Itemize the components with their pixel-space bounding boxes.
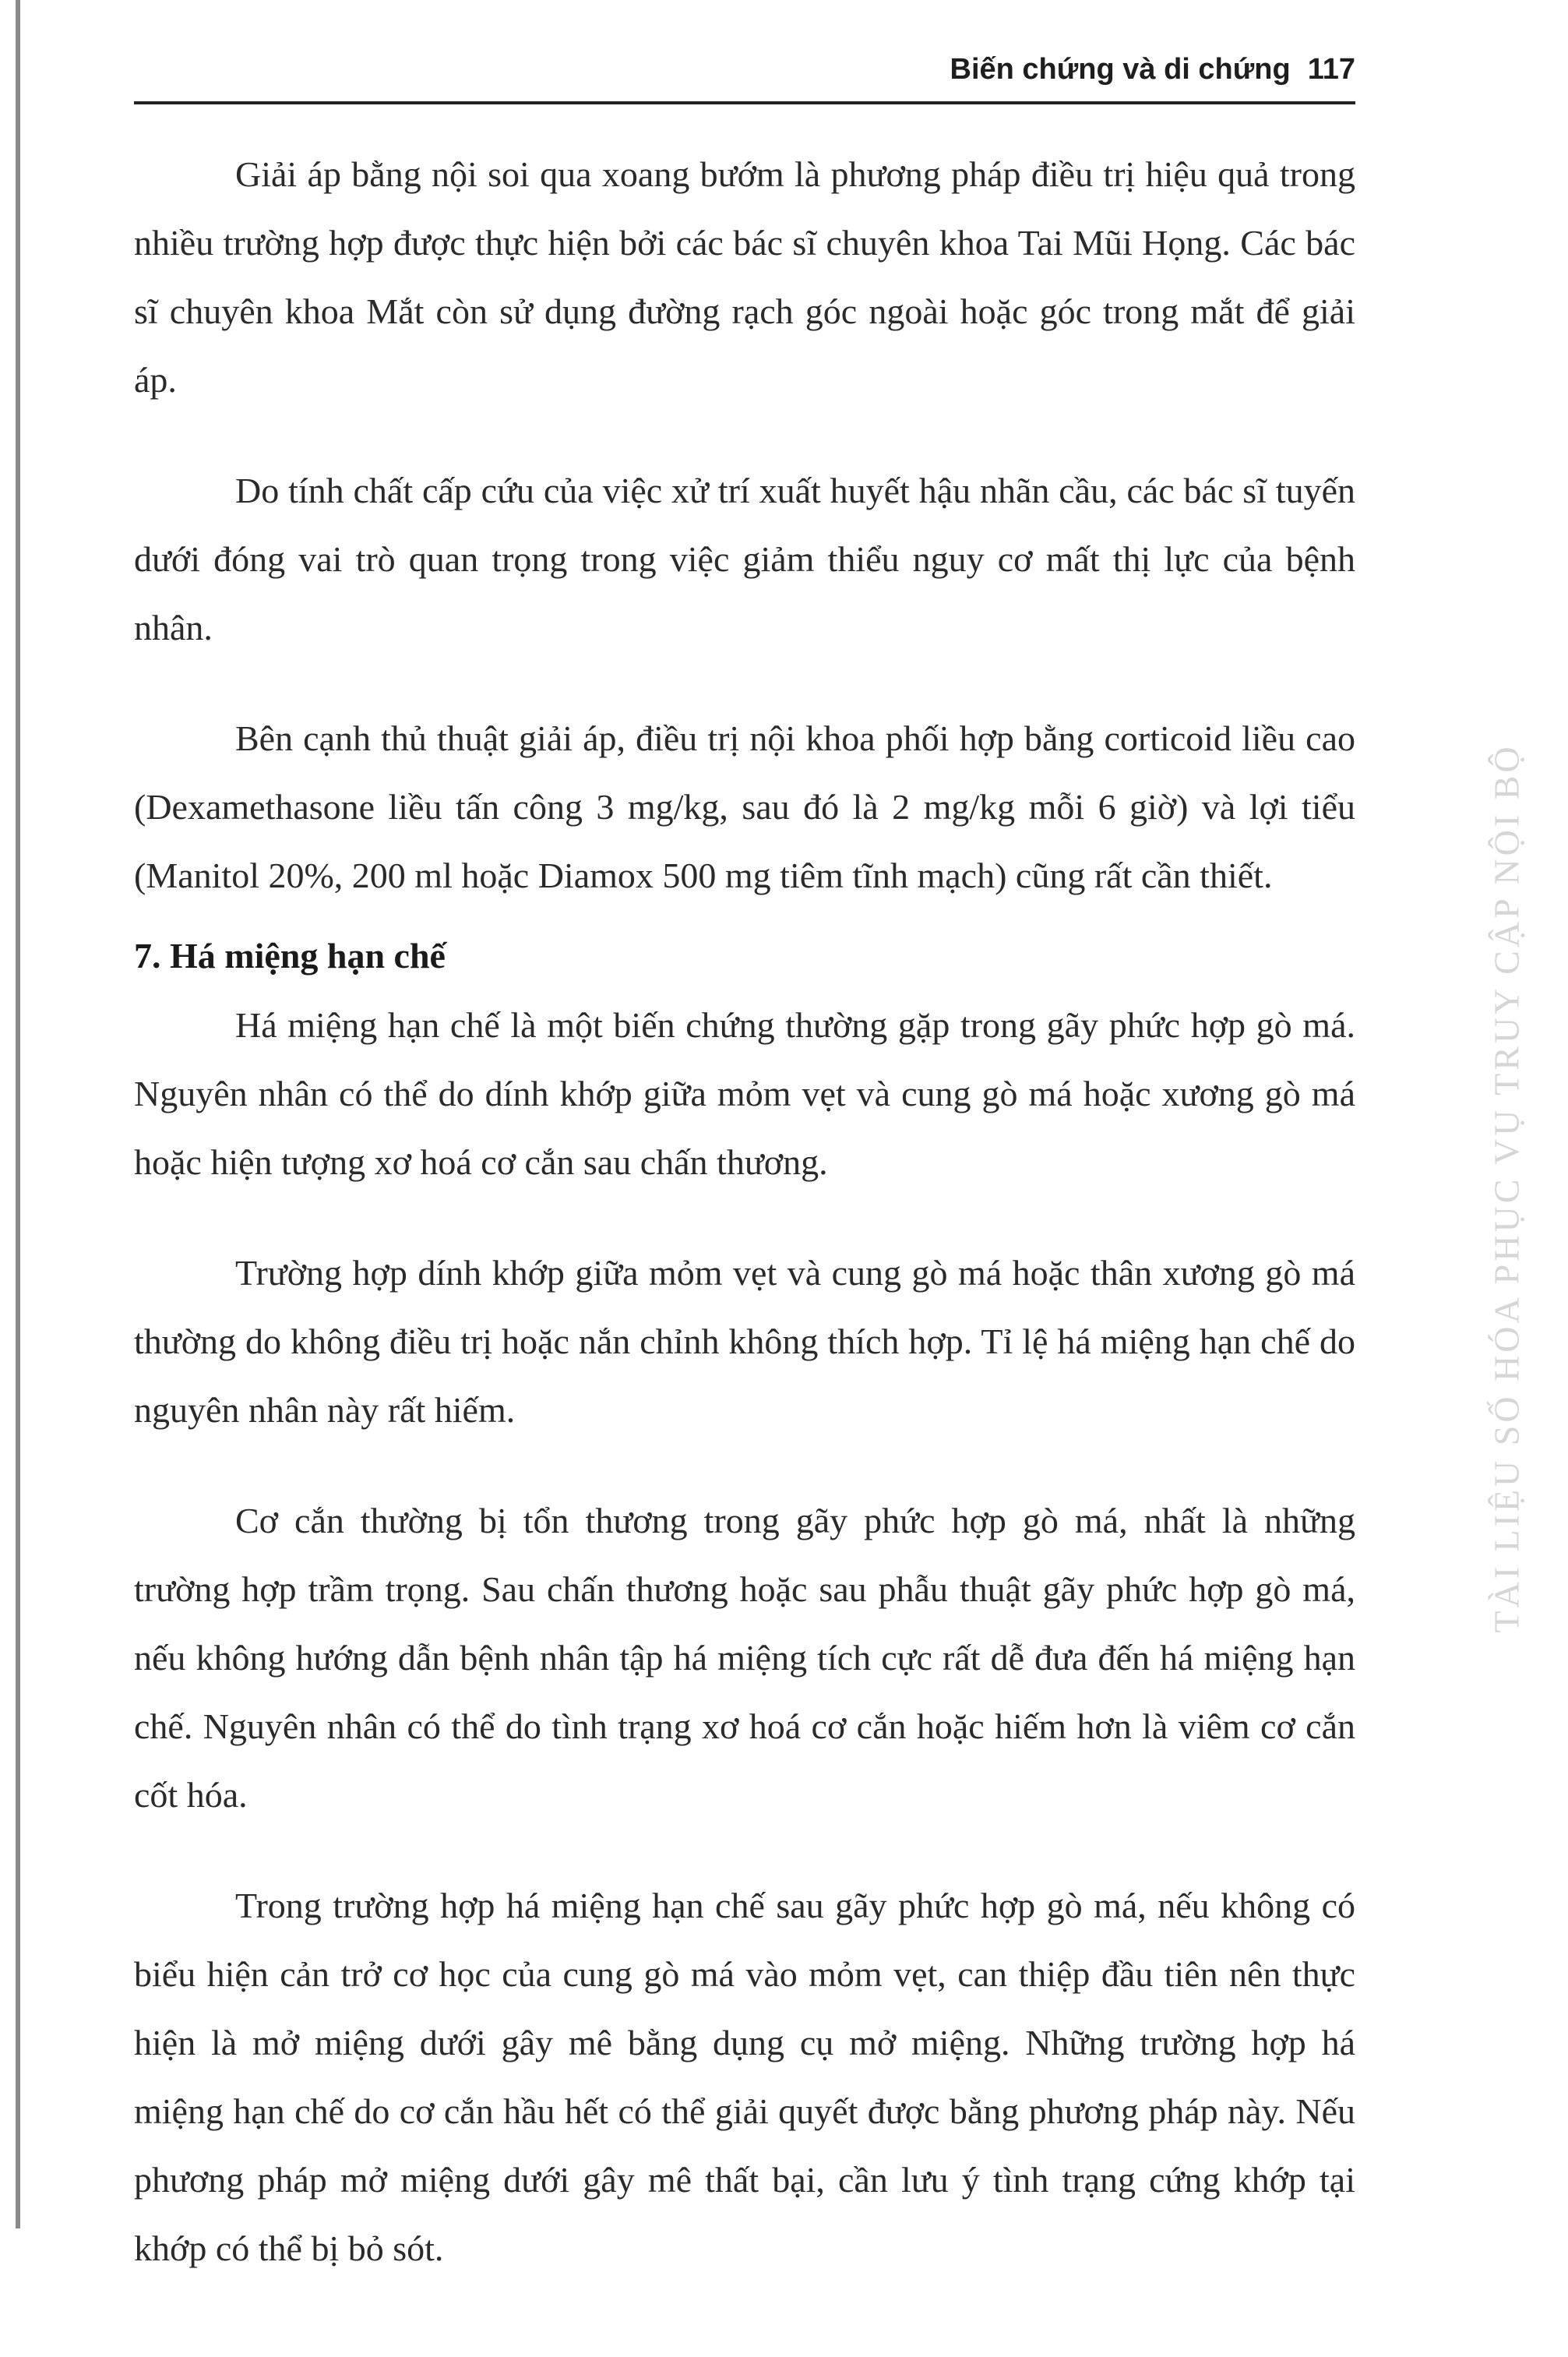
page-header (134, 48, 1355, 104)
paragraph-endoscopic-decompression: Giải áp bằng nội soi qua xoang bướm là phương pháp điều trị hiệu quả trong nhiều trường hợp được thực hiện bởi các bác sĩ chuyên khoa Tai Mũi Họng. Các bác sĩ chuyên khoa Mắt còn sử dụng đường rạch góc ngoài hoặc góc trong mắt để giải áp. (134, 154, 1355, 400)
paragraph-joint-adhesion: Trường hợp dính khớp giữa mỏm vẹt và cung gò má hoặc thân xương gò má thường do không điều trị hoặc nắn chỉnh không thích hợp. Tỉ lệ há miệng hạn chế do nguyên nhân này rất hiếm. (134, 1253, 1355, 1430)
paragraph-intervention: Trong trường hợp há miệng hạn chế sau gãy phức hợp gò má, nếu không có biểu hiện cản trở cơ học của cung gò má vào mỏm vẹt, can thiệp đầu tiên nên thực hiện là mở miệng dưới gây mê bằng dụng cụ mở miệng. Những trường hợp há miệng hạn chế do cơ cắn hầu hết có thể giải quyết được bằng phương pháp này. Nếu phương pháp mở miệng dưới gây mê thất bại, cần lưu ý tình trạng cứng khớp tại khớp có thể bị bỏ sót. (134, 1886, 1355, 2268)
library-watermark: TÀI LIỆU SỐ HÓA PHỤC VỤ TRUY CẬP NỘI BỘ (1486, 743, 1527, 1633)
running-head (950, 53, 1356, 86)
paragraph-masseter-injury: Cơ cắn thường bị tổn thương trong gãy phức hợp gò má, nhất là những trường hợp trầm trọng. Sau chấn thương hoặc sau phẫu thuật gãy phức hợp gò má, nếu không hướng dẫn bệnh nhân tập há miệng tích cực rất dễ đưa đến há miệng hạn chế. Nguyên nhân có thể do tình trạng xơ hoá cơ cắn hoặc hiếm hơn là viêm cơ cắn cốt hóa. (134, 1501, 1355, 1815)
page-binding-edge (16, 0, 20, 2228)
header-rule (134, 101, 1355, 104)
running-head-title: Biến chứng và di chứng (950, 53, 1291, 86)
page-body (134, 140, 1355, 2325)
page-number: 117 (1307, 53, 1355, 86)
paragraph-trismus-definition: Há miệng hạn chế là một biến chứng thường gặp trong gãy phức hợp gò má. Nguyên nhân có thể do dính khớp giữa mỏm vẹt và cung gò má hoặc xương gò má hoặc hiện tượng xơ hoá cơ cắn sau chấn thương. (134, 1005, 1355, 1182)
paragraph-medical-treatment: Bên cạnh thủ thuật giải áp, điều trị nội khoa phối hợp bằng corticoid liều cao (Dexamethasone liều tấn công 3 mg/kg, sau đó là 2 mg/kg mỗi 6 giờ) và lợi tiểu (Manitol 20%, 200 ml hoặc Diamox 500 mg tiêm tĩnh mạch) cũng rất cần thiết. (134, 718, 1355, 895)
section-heading: 7. Há miệng hạn chế (134, 936, 446, 976)
paragraph-emergency-role: Do tính chất cấp cứu của việc xử trí xuất huyết hậu nhãn cầu, các bác sĩ tuyến dưới đóng vai trò quan trọng trong việc giảm thiểu nguy cơ mất thị lực của bệnh nhân. (134, 471, 1355, 647)
